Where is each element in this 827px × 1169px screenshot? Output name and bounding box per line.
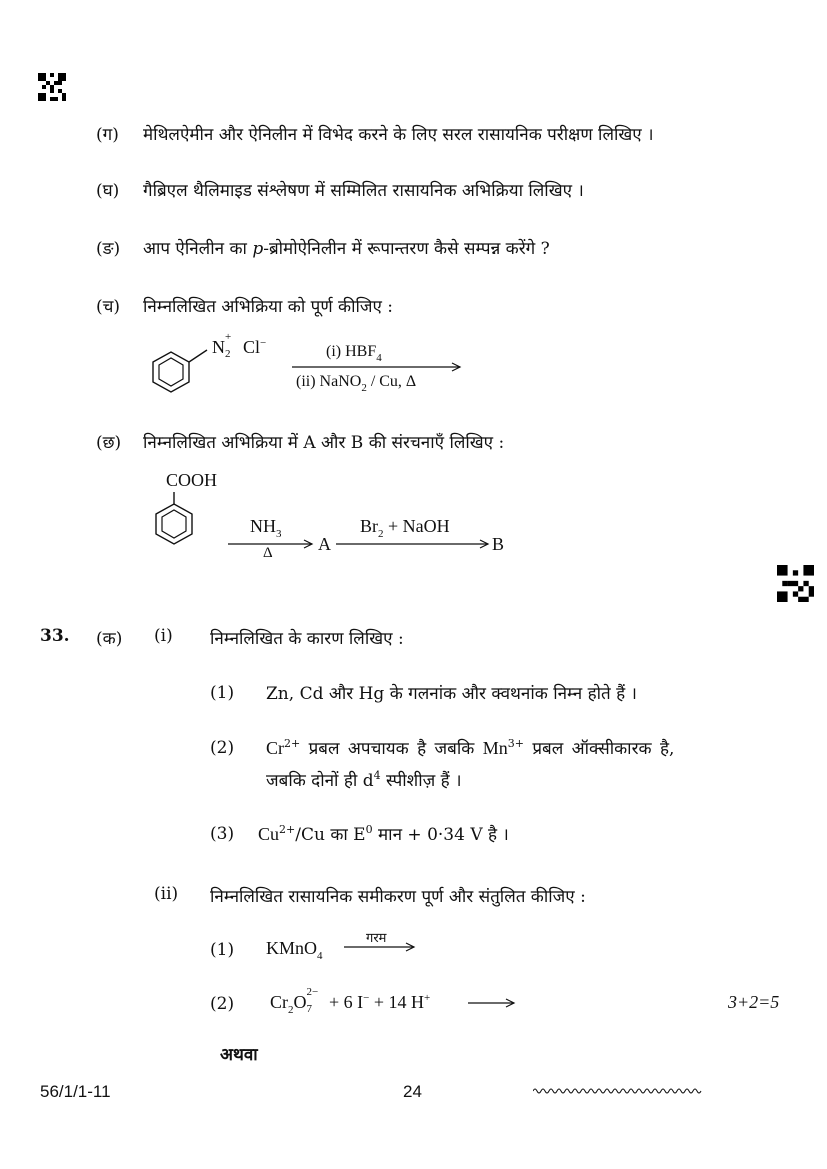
eq-1-arrow-label: गरम [366,931,387,946]
eq-2-arrow [468,998,518,1008]
reagent-br2-naoh: $Br_2$ + NaOH [360,516,450,540]
label-gh: (घ) [96,181,120,201]
item-2-line2: जबकि दोनों ही $d^4$ स्पीशीज़ हैं । [266,769,462,791]
product-a: A [318,534,331,554]
question-gh-text: गैब्रिएल थैलिमाइड संश्लेषण में सम्मिलित रासायनिक अभिक्रिया लिखिए । [143,181,584,201]
item-2-number: (2) [210,738,235,758]
reaction-arrow-ch [292,362,464,372]
label-g: (ग) [96,125,119,145]
qr-code-right [777,565,814,602]
question-ng-text: आप ऐनिलीन का p-ब्रोमोऐनिलीन में रूपान्तरण कैसे सम्पन्न करेंगे ? [143,239,550,259]
question-number-33: 33. [40,626,70,646]
label-ch: (च) [96,297,121,317]
qr-code-top-left [38,73,66,101]
reagent-heat: Δ [263,545,273,561]
item-3-text: $Cu^{2+}/Cu$ का $E^0$ मान + 0·34 V है । [258,823,509,845]
label-sub-ii: (ii) [154,884,179,904]
item-1-number: (1) [210,683,235,703]
reagent-hbf4: (i) $HBF_4$ [326,343,382,364]
sub-ii-text: निम्नलिखित रासायनिक समीकरण पूर्ण और संतुलित कीजिए : [210,887,586,907]
reaction-arrow-2 [336,539,492,549]
cooh-group: COOH [166,470,218,490]
question-g-text: मेथिलऐमीन और ऐनिलीन में विभेद करने के लिए सरल रासायनिक परीक्षण लिखिए । [143,125,654,145]
reagent-nano2: (ii) NaNO$_2$ / Cu, Δ [296,373,417,394]
question-chh-text: निम्नलिखित अभिक्रिया में A और B की संरचनाएँ लिखिए : [143,433,505,453]
or-separator: अथवा [220,1045,258,1065]
label-sub-i: (i) [154,626,173,646]
item-1-text: Zn, Cd और Hg के गलनांक और क्वथनांक निम्न होते हैं । [266,684,638,704]
eq-1-arrow [344,942,418,952]
sub-i-text: निम्नलिखित के कारण लिखिए : [210,629,404,649]
eq-1-formula: KMnO$_4$ [266,938,323,962]
product-b: B [492,534,505,554]
item-2-line1: $Cr^{2+}$ प्रबल अपचायक है जबकि $Mn^{3+}$ प्रबल ऑक्सीकारक है, [266,737,675,759]
item-3-number: (3) [210,824,235,844]
label-chh: (छ) [96,433,122,453]
eq-2-formula: $Cr_2O$ 2− 7 + 6 I− + 14 H+ [270,986,431,1016]
eq-2-number: (2) [210,994,235,1014]
label-ka: (क) [96,629,123,649]
question-ch-text: निम्नलिखित अभिक्रिया को पूर्ण कीजिए : [143,297,394,317]
label-ng: (ङ) [96,239,121,259]
page-number: 24 [403,1082,422,1101]
paper-code: 56/1/1-11 [40,1082,111,1101]
reagent-nh3: $NH_3$ [250,516,282,540]
eq-1-number: (1) [210,940,235,960]
wave-line [533,1085,705,1097]
marks: 3+2=5 [728,992,780,1012]
benzene-ring-benzoic [148,490,204,552]
benzene-ring-diazonium [145,348,215,396]
diazonium-group: N + 2 Cl− [212,331,267,360]
